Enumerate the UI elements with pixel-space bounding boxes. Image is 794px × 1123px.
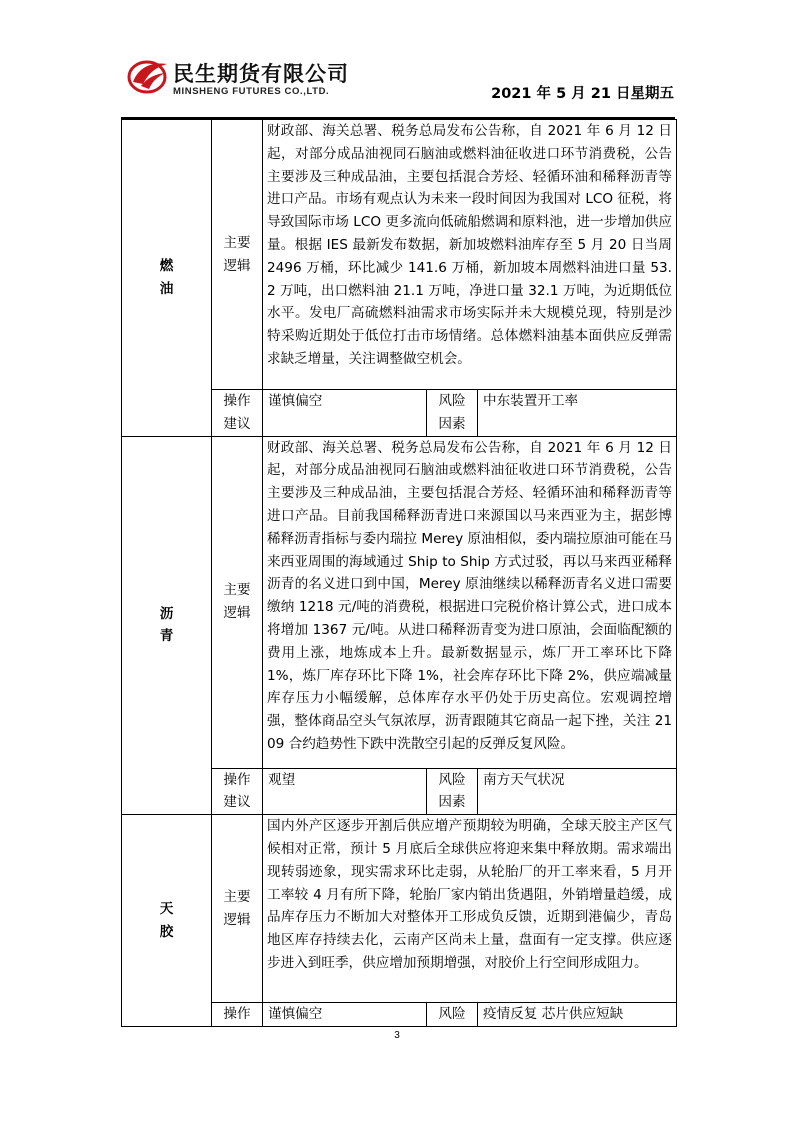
risk-label: 风险因素 — [427, 768, 478, 815]
operation-value: 谨慎偏空 — [263, 1003, 427, 1027]
operation-label: 操作建议 — [212, 768, 263, 815]
risk-value: 南方天气状况 — [478, 768, 677, 815]
logic-text: 财政部、海关总署、税务总局发布公告称，自 2021 年 6 月 12 日起，对部分成品油视同石脑油或燃料油征收进口环节消费税，公告主要涉及三种成品油，主要包括混合芳烃、轻循环油和稀释沥青等进口产品。目前我国稀释沥青进口来源国以马来西亚为主，据彭博稀释沥青指标与委内瑞拉 Merey 原油相似，委内瑞拉原油可能在马来西亚周围的海域通过 Ship to Ship 方式过驳，再以马来西亚稀释沥青的名义进口到中国，Merey 原油继续以稀释沥青名义进口需要缴纳 1218 元/吨的消费税，根据进口完税价格计算公式，进口成本将增加 1367 元/吨。从进口稀释沥青变为进口原油，会面临配额的费用上涨，地炼成本上升。最新数据显示，炼厂开工率环比下降 1%，炼厂库存环比下降 1%，社会库存环比下降 2%，供应端减量库存压力小幅缓解，总体库存水平仍处于历史高位。宏观调控增强，整体商品空头气氛浓厚，沥青跟随其它商品一起下挫，关注 2109 合约趋势性下跌中洗散空引起的反弹反复风险。 — [263, 436, 677, 768]
risk-value: 中东装置开工率 — [478, 390, 677, 437]
minsheng-logo-icon — [127, 56, 169, 96]
category-cell: 天胶 — [122, 815, 212, 1027]
logic-text: 国内外产区逐步开割后供应增产预期较为明确，全球天胶主产区气候相对正常，预计 5 月底后全球供应将迎来集中释放期。需求端出现转弱迹象，现实需求环比走弱，从轮胎厂的开工率来看，5 月开工率较 4 月有所下降，轮胎厂家内销出货遇阻，外销增量趋缓，成品库存压力不断加大对整体开工形成负反馈，近期到港偏少，青岛地区库存持续去化，云南产区尚未上量，盘面有一定支撑。供应逐步进入到旺季，供应增加预期增强，对胶价上行空间形成阻力。 — [263, 815, 677, 1003]
risk-label: 风险因素 — [427, 390, 478, 437]
logic-label: 主要逻辑 — [212, 436, 263, 768]
logic-label: 主要逻辑 — [212, 815, 263, 1003]
operation-value: 谨慎偏空 — [263, 390, 427, 437]
company-name-en: MINSHENG FUTURES CO.,LTD. — [173, 86, 330, 97]
page-header — [121, 52, 674, 105]
logic-label: 主要逻辑 — [212, 120, 263, 390]
company-name-cn: 民生期货有限公司 — [173, 62, 349, 86]
risk-label: 风险 — [427, 1003, 478, 1027]
commodity-table — [121, 119, 677, 1027]
logic-text: 财政部、海关总署、税务总局发布公告称，自 2021 年 6 月 12 日起，对部分成品油视同石脑油或燃料油征收进口环节消费税，公告主要涉及三种成品油，主要包括混合芳烃、轻循环油和稀释沥青等进口产品。市场有观点认为未来一段时间因为我国对 LCO 征税，将导致国际市场 LCO 更多流向低硫船燃调和原料池，进一步增加供应量。根据 IES 最新发布数据，新加坡燃料油库存至 5 月 20 日当周 2496 万桶，环比减少 141.6 万桶，新加坡本周燃料油进口量 53.2 万吨，出口燃料油 21.1 万吨，净进口量 32.1 万吨，为近期低位水平。发电厂高硫燃料油需求市场实际并未大规模兑现，特别是沙特采购近期处于低位打击市场情绪。总体燃料油基本面供应反弹需求缺乏增量，关注调整做空机会。 — [263, 120, 677, 390]
table-row — [122, 120, 677, 390]
operation-label: 操作 — [212, 1003, 263, 1027]
operation-label: 操作建议 — [212, 390, 263, 437]
category-cell: 燃油 — [122, 120, 212, 437]
page-number: 3 — [394, 1030, 400, 1041]
company-logo — [127, 56, 367, 102]
report-date: 2021 年 5 月 21 日星期五 — [491, 86, 674, 102]
operation-value: 观望 — [263, 768, 427, 815]
category-cell: 沥青 — [122, 436, 212, 815]
risk-value: 疫情反复 芯片供应短缺 — [478, 1003, 677, 1027]
table-row — [122, 436, 677, 768]
table-row — [122, 815, 677, 1003]
